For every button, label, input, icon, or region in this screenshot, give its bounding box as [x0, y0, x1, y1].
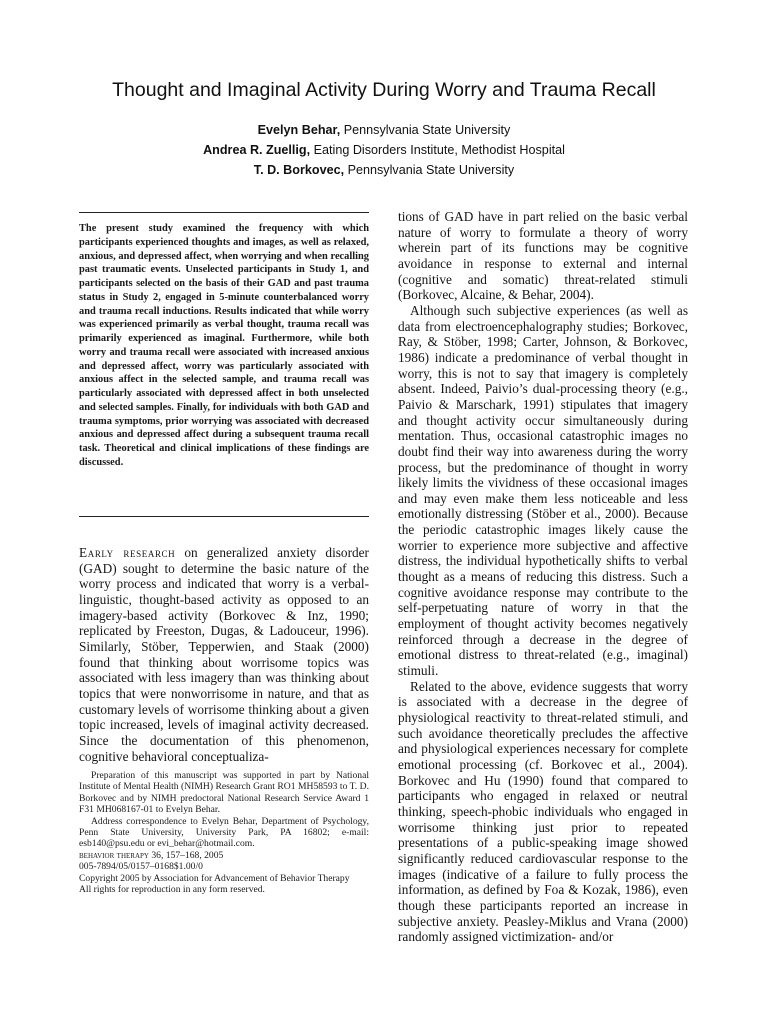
abstract-top-rule	[79, 212, 369, 213]
body-text-right-column	[398, 209, 688, 945]
journal-name: behavior therapy	[79, 849, 149, 861]
volume-pages: 36, 157–168, 2005	[148, 849, 224, 861]
issn-line: 005-7894/05/0157–0168$1.00/0	[79, 861, 203, 873]
body-paragraph: on generalized anxiety disorder (GAD) sought to determine the basic nature of the worry process and indicated that worry is a verbal-linguistic, thought-based activity as opposed to an imagery-based activity (Borkovec & Inz, 1990; replicated by Freeston, Dugas, & Ladouceur, 1996). Similarly, Stöber, Tepperwien, and Staak (2000) found that thinking about worrisome topics was associated with less imagery than was thinking about topics that were nonworrisome in nature, and that as customary levels of worrisome thinking about a given topic increased, levels of imaginal activity decreased. Since the documentation of this phenomenon, cognitive behavioral conceptualiza-	[79, 545, 369, 764]
footnotes	[79, 770, 369, 895]
abstract-bottom-rule	[79, 516, 369, 517]
copyright-line: Copyright 2005 by Association for Advancement of Behavior Therapy	[79, 872, 350, 884]
correspondence-note: Address correspondence to Evelyn Behar, Department of Psychology, Penn State University, University Park, PA 16802; e-mail: esb140@psu.edu or evi_behar@hotmail.com.	[79, 815, 369, 850]
author-affiliation: Eating Disorders Institute, Methodist Hospital	[310, 143, 565, 157]
body-paragraph: Although such subjective experiences (as well as data from electroencephalography studies; Borkovec, Ray, & Stöber, 1998; Carter, Johnson, & Borkovec, 1986) indicate a predominance of verbal thought in worry, this is not to say that imagery is completely absent. Indeed, Paivio’s dual-processing theory (e.g., Paivio & Marschark, 1991) stipulates that imagery and thought activity occur simultaneously during mentation. Thus, occasional catastrophic images no doubt find their way into awareness during the worry process, but the predominance of thought in worry likely limits the vividness of these occasional images and may even make them less noticeable and less emotionally distressing (Stöber et al., 2000). Because the periodic catastrophic images likely cause the worrier to experience more subjective and affective distress, the individual hypothetically shifts to verbal thought as a means of reducing this distress. Such a cognitive avoidance response may contribute to the self-perpetuating nature of worry in that the employment of thought activity becomes negatively reinforced through a decrease in the degree of emotional distress to threat-related (e.g., imaginal) stimuli.	[398, 302, 688, 679]
author-line	[0, 120, 768, 140]
rights-line: All rights for reproduction in any form reserved.	[79, 884, 265, 896]
abstract: The present study examined the frequency with which participants experienced thoughts and images, as well as relaxed, anxious, and depressed affect, when worrying and when recalling past traumatic events. Unselected participants in Study 1, and participants selected on the basis of their GAD and past trauma status in Study 2, engaged in 5-minute counterbalanced worry and trauma recall inductions. Results indicated that while worry was experienced primarily as verbal thought, trauma recall was primarily experienced as imaginal. Furthermore, while both worry and trauma recall were associated with increased anxious and depressed affect, worry was particularly associated with anxious affect in the selected sample, and trauma recall was particularly associated with depressed affect in both unselected and selected samples. Finally, for individuals with both GAD and trauma symptoms, prior worrying was associated with decreased anxious and depressed affect during a subsequent trauma recall task. Theoretical and clinical implications of these findings are discussed.	[79, 223, 369, 468]
author-line	[0, 160, 768, 180]
author-name: Andrea R. Zuellig,	[203, 143, 311, 157]
author-name: Evelyn Behar,	[257, 123, 341, 137]
journal-citation	[79, 850, 369, 861]
author-line	[0, 140, 768, 160]
author-affiliation: Pennsylvania State University	[344, 163, 515, 177]
funding-note: Preparation of this manuscript was supported in part by National Institute of Mental Health (NIMH) Research Grant RO1 MH58593 to T. D. Borkovec and by NIMH predoctoral National Research Service Award 1 F31 MH068167-01 to Evelyn Behar.	[79, 770, 369, 816]
author-list	[0, 120, 768, 180]
body-paragraph: tions of GAD have in part relied on the basic verbal nature of worry to formulate a theory of worry wherein part of its functions may be cognitive avoidance in response to external and internal (cognitive and somatic) threat-related stimuli (Borkovec, Alcaine, & Behar, 2004).	[398, 209, 688, 303]
section-lead-in: Early research	[79, 545, 176, 560]
body-paragraph: Related to the above, evidence suggests that worry is associated with a decrease in the degree of physiological reactivity to threat-related stimuli, and such avoidance theoretically precludes the affective and physiological experiences necessary for complete emotional processing (cf. Borkovec et al., 2004). Borkovec and Hu (1990) found that compared to participants who engaged in relaxed or neutral thinking, speech-phobic individuals who engaged in worrisome thinking just prior to repeated presentations of a public-speaking image showed significantly reduced cardiovascular response to the images (indicative of a failure to fully process the information, as defined by Foa & Kozak, 1986), even though these participants reported an increase in subjective anxiety. Peasley-Miklus and Vrana (2000) randomly assigned victimization- and/or	[398, 678, 688, 945]
body-text-left-column	[79, 545, 369, 764]
author-affiliation: Pennsylvania State University	[340, 123, 511, 137]
author-name: T. D. Borkovec,	[253, 163, 345, 177]
article-title: Thought and Imaginal Activity During Worry and Trauma Recall	[112, 79, 656, 101]
